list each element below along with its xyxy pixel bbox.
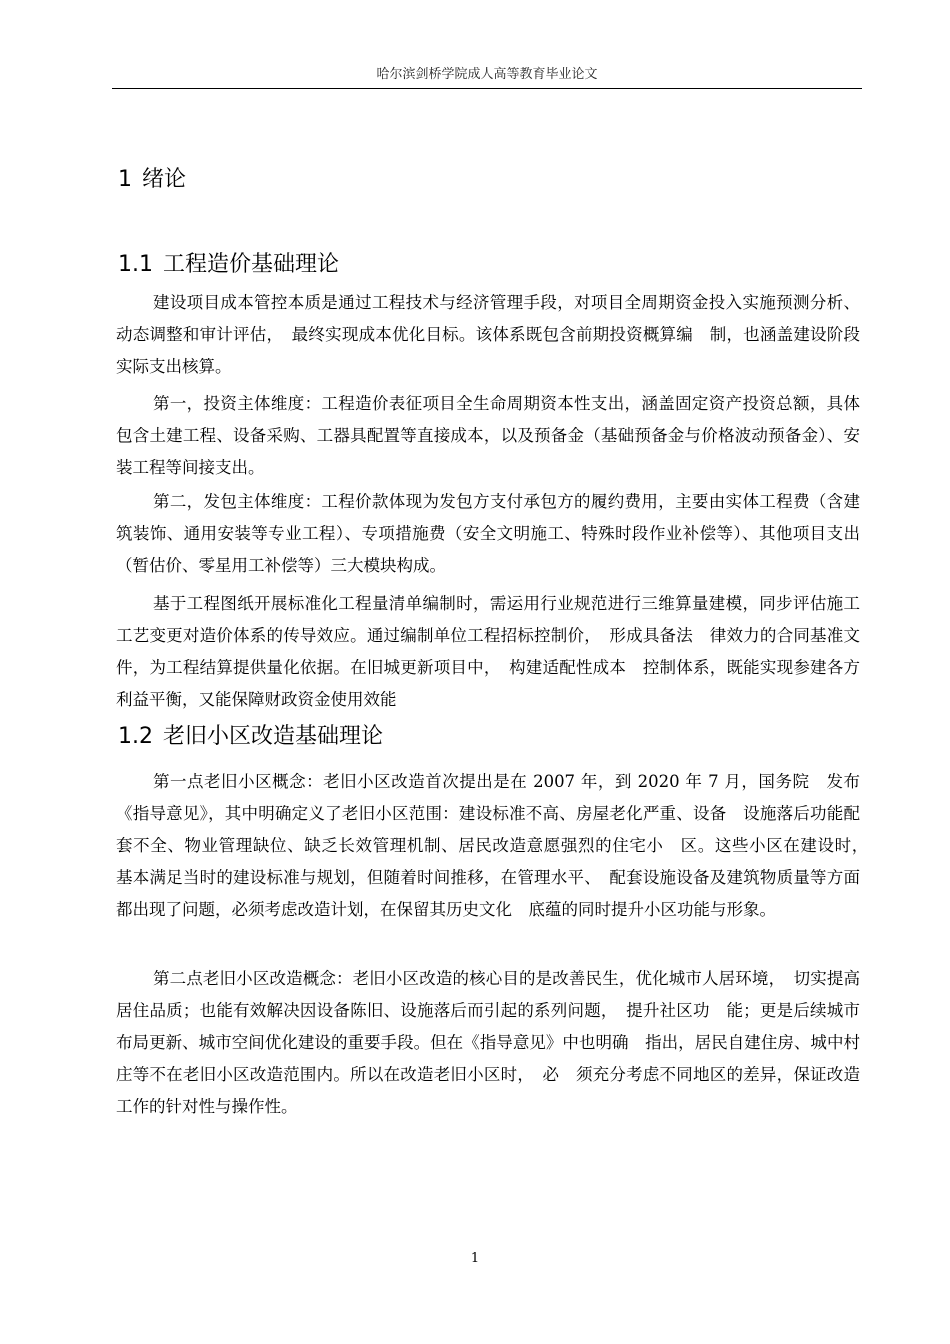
running-header: 哈尔滨剑桥学院成人高等教育毕业论文 — [376, 67, 598, 82]
paragraph: 第二点老旧小区改造概念：老旧小区改造的核心目的是改善民生，优化城市人居环境， 切实提高居住品质；也能有效解决因设备陈旧、设施落后而引起的系列问题， 提升社区功 能；更是后续城市布局更新、城市空间优化建设的重要手段。但在《指导意见》中也明确 指出，居民自建住房、城中村庄等不在老旧小区改造范围内。所以在改造老旧小区时， 必 须充分考虑不同地区的差异，保证改造工作的针对性与操作性。 — [116, 969, 860, 1116]
section-title: 老旧小区改造基础理论 — [163, 724, 384, 749]
chapter-title: 绪论 — [142, 167, 187, 192]
paragraph: 第一点老旧小区概念：老旧小区改造首次提出是在 2007 年，到 2020 年 7 月，国务院 发布《指导意见》，其中明确定义了老旧小区范围：建设标准不高、房屋老化严重、设备 设施落后功能配套不全、物业管理缺位、缺乏长效管理机制、居民改造意愿强烈的住宅小 区。这些小区在建设时， 基本满足当时的建设标准与规划，但随着时间推移，在管理水平、 配套设施设备及建筑物质量等方面都出现了问题，必须考虑改造计划，在保留其历史文化 底蕴的同时提升小区功能与形象。 — [116, 772, 877, 919]
section-number: 1.2 — [118, 724, 153, 749]
page-number: 1 — [470, 1251, 480, 1266]
chapter-heading — [118, 165, 186, 195]
chapter-number: 1 — [118, 167, 132, 192]
section-title: 工程造价基础理论 — [163, 252, 340, 277]
header-divider — [112, 88, 862, 89]
paragraph: 基于工程图纸开展标准化工程量清单编制时，需运用行业规范进行三维算量建模，同步评估施工工艺变更对造价体系的传导效应。通过编制单位工程招标控制价， 形成具备法 律效力的合同基准文件，为工程结算提供量化依据。在旧城更新项目中， 构建适配性成本 控制体系，既能实现参建各方利益平衡，又能保障财政资金使用效能 — [116, 594, 860, 709]
section-number: 1.1 — [118, 252, 153, 277]
section-heading-1-2 — [118, 722, 383, 752]
section-heading-1-1 — [118, 250, 339, 280]
paragraph: 第二，发包主体维度：工程价款体现为发包方支付承包方的履约费用，主要由实体工程费（含建筑装饰、通用安装等专业工程）、专项措施费（安全文明施工、特殊时段作业补偿等）、其他项目支出（暂估价、零星用工补偿等）三大模块构成。 — [116, 492, 860, 575]
paragraph: 第一，投资主体维度：工程造价表征项目全生命周期资本性支出，涵盖固定资产投资总额，具体包含土建工程、设备采购、工器具配置等直接成本，以及预备金（基础预备金与价格波动预备金）、安装工程等间接支出。 — [116, 394, 860, 477]
paragraph: 建设项目成本管控本质是通过工程技术与经济管理手段，对项目全周期资金投入实施预测分析、动态调整和审计评估， 最终实现成本优化目标。该体系既包含前期投资概算编 制，也涵盖建设阶段实际支出核算。 — [116, 293, 860, 376]
